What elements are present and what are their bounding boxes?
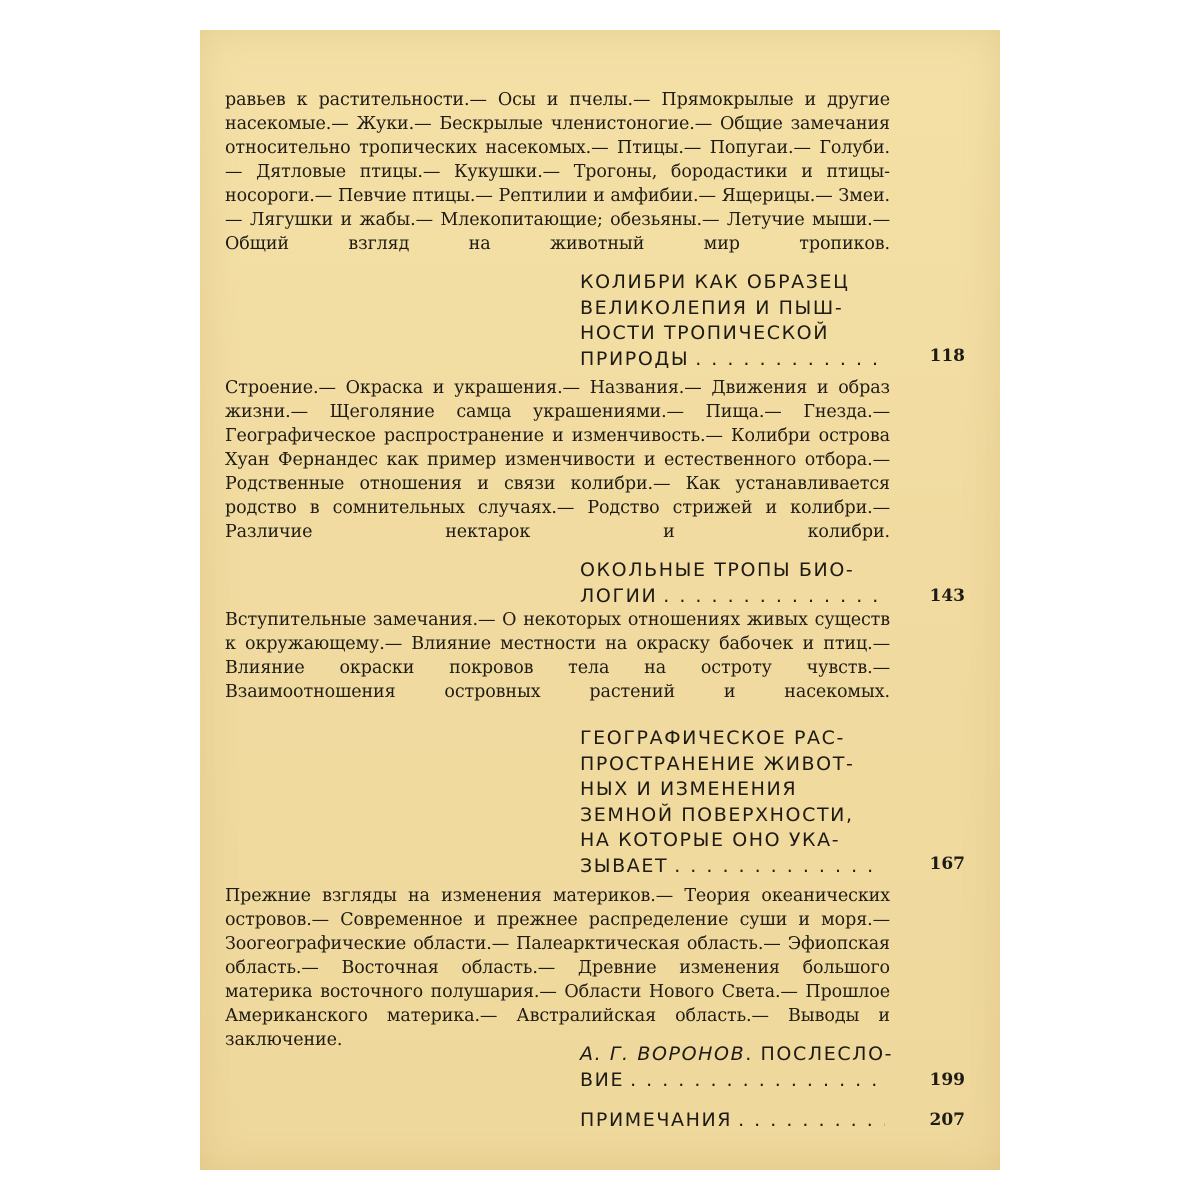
dot-leader: [630, 1068, 885, 1094]
section-description-geography: Прежние взгляды на изменения материков.— Теория океанических островов.— Современное и прежнее распределение суши и моря.— Зоогеографические области.— Палеарктическая область.— Эфиопская область.— Восточная область.— Древние изменения большого материка восточного полушария.— Области Нового Света.— Прошлое Американского материка.— Австралийская область.— Выводы и заключение.: [225, 886, 890, 1050]
author-name: А. Г. ВОРОНОВ: [580, 1043, 746, 1065]
heading-line: НА КОТОРЫЕ ОНО УКА-: [580, 829, 841, 851]
heading-leader-line: [580, 854, 885, 880]
heading-first-line: [580, 1042, 894, 1068]
heading-line: . ПОСЛЕСЛО-: [745, 1043, 894, 1065]
section-description-byways: Вступительные замечания.— О некоторых отношениях живых существ к окружающему.— Влияние местности на окраску бабочек и птиц.— Влияние окраски покровов тела на остроту чувств.— Взаимоотношения островных растений и насекомых.: [225, 610, 890, 702]
heading-leader-line: [580, 1108, 885, 1134]
section-description-hummingbirds: Строение.— Окраска и украшения.— Названия.— Движения и образ жизни.— Щеголяние самца украшениями.— Пища.— Гнезда.— Географическое распространение и изменчивость.— Колибри острова Хуан Фернандес как пример изменчивости и естественного отбора.— Родственные отношения и связи колибри.— Как устанавливается родство в сомнительных случаях.— Родство стрижей и колибри.— Различие нектарок и колибри.: [225, 378, 890, 542]
heading-line: ПРОСТРАНЕНИЕ ЖИВОТ-: [580, 752, 855, 775]
heading-line: ВЕЛИКОЛЕПИЯ И ПЫШ-: [580, 296, 844, 319]
heading-line: НОСТИ ТРОПИЧЕСКОЙ: [580, 322, 830, 344]
dot-leader: [674, 854, 885, 880]
page-number-199: 199: [929, 1070, 965, 1090]
heading-hummingbirds: [580, 270, 885, 372]
heading-line: ЗЕМНОЙ ПОВЕРХНОСТИ,: [580, 803, 854, 826]
page-number-118: 118: [929, 346, 965, 366]
heading-line: ЛОГИИ: [580, 584, 658, 607]
book-page: [200, 30, 1000, 1170]
heading-line: НЫХ И ИЗМЕНЕНИЯ: [580, 778, 798, 800]
dot-leader: [663, 584, 885, 610]
heading-afterword: [580, 1042, 894, 1093]
heading-byways: [580, 558, 885, 609]
heading-line: КОЛИБРИ КАК ОБРАЗЕЦ: [580, 271, 850, 293]
heading-line: ВИЕ: [580, 1068, 625, 1091]
heading-geography: [580, 726, 885, 879]
page-number-143: 143: [929, 586, 965, 606]
heading-line: ОКОЛЬНЫЕ ТРОПЫ БИО-: [580, 559, 855, 581]
dot-leader: [738, 1108, 885, 1134]
page-number-207: 207: [929, 1110, 965, 1130]
heading-line: ЗЫВАЕТ: [580, 854, 669, 877]
heading-line: ГЕОГРАФИЧЕСКОЕ РАС-: [580, 727, 845, 749]
heading-notes: [580, 1108, 885, 1134]
heading-leader-line: [580, 347, 885, 373]
heading-leader-line: [580, 1068, 885, 1094]
heading-line: ПРИРОДЫ: [580, 347, 690, 370]
heading-leader-line: [580, 584, 885, 610]
section-description-tropics: равьев к растительности.— Осы и пчелы.— Прямокрылые и другие насекомые.— Жуки.— Бескрылые членистоногие.— Общие замечания относительно тропических насекомых.— Птицы.— Попугаи.— Голуби.— Дятловые птицы.— Кукушки.— Трогоны, бородастики и птицы-носороги.— Певчие птицы.— Рептилии и амфибии.— Ящерицы.— Змеи.— Лягушки и жабы.— Млекопитающие; обезьяны.— Летучие мыши.— Общий взгляд на животный мир тропиков.: [225, 90, 890, 254]
page-number-167: 167: [929, 854, 965, 874]
dot-leader: [695, 347, 885, 373]
heading-line: ПРИМЕЧАНИЯ: [580, 1109, 733, 1131]
